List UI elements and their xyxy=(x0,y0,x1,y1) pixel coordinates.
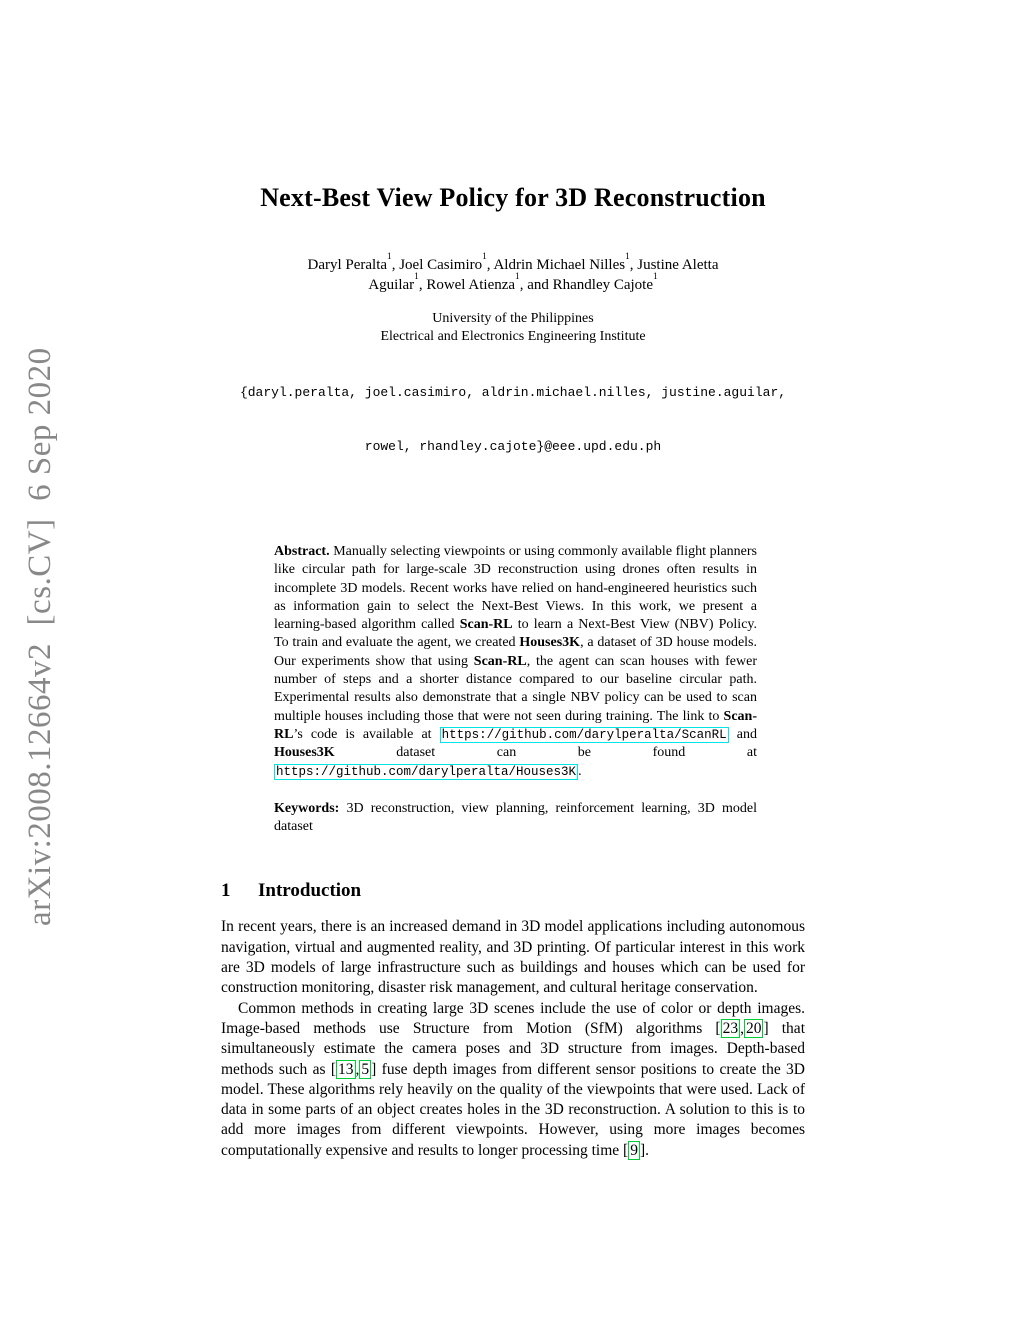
citation-link[interactable]: 13 xyxy=(338,1060,354,1078)
author-line: Aguilar$^1$, Rowel Atienza$^1$, and Rhandley Cajote$^1$ xyxy=(368,271,658,293)
intro-paragraph: In recent years, there is an increased demand in 3D model applications including autonomous navigation, virtual and augmented reality, and 3D printing. Of particular interest in this work are 3D models of large infrastructure such as buildings and houses which can be used for construction monitoring, disaster risk management, and cultural heritage conservation. xyxy=(221,918,805,997)
abstract-paragraph: Abstract. Manually selecting viewpoints or using commonly available flight planners like circular path for large-scale 3D reconstruction using drones often results in incomplete 3D models. Recent works have relied on hand-engineered heuristics such as information gain to select the Next-Best Views. In this work, we present a learning-based algorithm called Scan-RL to learn a Next-Best View (NBV) Policy. To train and evaluate the agent, we created Houses3K, a dataset of 3D house models. Our experiments show that using Scan-RL, the agent can scan houses with fewer number of steps and a shorter distance compared to our baseline circular path. Experimental results also demonstrate that a single NBV policy can be used to scan multiple houses including those that were not seen during training. The link to Scan-RL’s code is available at https://github.com/darylperalta/ScanRL and Houses3K dataset can be found at https://github.com/darylperalta/Houses3K . xyxy=(274,544,757,779)
arxiv-watermark: arXiv:2008.12664v2 [cs.CV] 6 Sep 2020 xyxy=(22,347,58,926)
author-superscript: 1 xyxy=(625,251,630,262)
author-block xyxy=(221,251,805,295)
bold-term: Scan-RL xyxy=(459,617,513,633)
paper-content xyxy=(221,0,805,1161)
email-block xyxy=(221,348,805,492)
paper-title: Next-Best View Policy for 3D Reconstruction xyxy=(260,183,766,212)
author-line: Daryl Peralta$^1$, Joel Casimiro$^1$, Aldrin Michael Nilles$^1$, Justine Aletta xyxy=(307,251,719,273)
citation-link[interactable]: 23 xyxy=(722,1019,739,1037)
author-superscript: 1 xyxy=(482,251,487,262)
author-superscript: 1 xyxy=(414,271,419,282)
author-superscript: 1 xyxy=(387,251,392,262)
author-superscript: 1 xyxy=(515,271,520,282)
bold-term: Abstract. xyxy=(274,544,330,559)
bold-term: Houses3K xyxy=(274,745,335,761)
url-link[interactable]: https://github.com/darylperalta/ScanRL xyxy=(441,727,727,742)
section-title: Introduction xyxy=(258,880,362,902)
keywords-line: Keywords: 3D reconstruction, view planning, reinforcement learning, 3D model dataset xyxy=(274,800,757,835)
email-line: rowel, rhandley.cajote}@eee.upd.edu.ph xyxy=(364,439,662,454)
bold-term: Scan-RL xyxy=(473,653,527,669)
section-heading-introduction xyxy=(221,880,805,901)
bold-term: Keywords: xyxy=(274,800,340,816)
url-link[interactable]: https://github.com/darylperalta/Houses3K xyxy=(276,764,577,779)
email-line: {daryl.peralta, joel.casimiro, aldrin.michael.nilles, justine.aguilar, xyxy=(239,385,787,400)
author-superscript: 1 xyxy=(653,271,658,282)
affiliation-line: University of the Philippines xyxy=(432,311,594,326)
citation-link[interactable]: 20 xyxy=(745,1019,762,1037)
section-number: 1 xyxy=(221,880,231,902)
affiliation-line: Electrical and Electronics Engineering Institute xyxy=(380,329,646,344)
citation-link[interactable]: 5 xyxy=(361,1060,370,1078)
intro-paragraph: Common methods in creating large 3D scenes include the use of color or depth images. Image-based methods use Structure from Motion (SfM) algorithms [ 23 , 20 ] that simultaneously estimate the camera poses and 3D structure from images. Depth-based methods such as [ 13 , 5 ] fuse depth images from different sensor positions to create the 3D model. These algorithms rely heavily on the quality of the viewpoints that were used. Lack of data in some parts of an object creates holes in the 3D reconstruction. A solution to this is to add more images from different viewpoints. However, using more images becomes computationally expensive and results to longer processing time [ 9 ]. xyxy=(221,999,805,1159)
affiliation-block xyxy=(221,310,805,346)
bold-term: Scan-RL xyxy=(274,708,757,742)
citation-link[interactable]: 9 xyxy=(630,1141,638,1159)
bold-term: Houses3K xyxy=(519,635,581,651)
